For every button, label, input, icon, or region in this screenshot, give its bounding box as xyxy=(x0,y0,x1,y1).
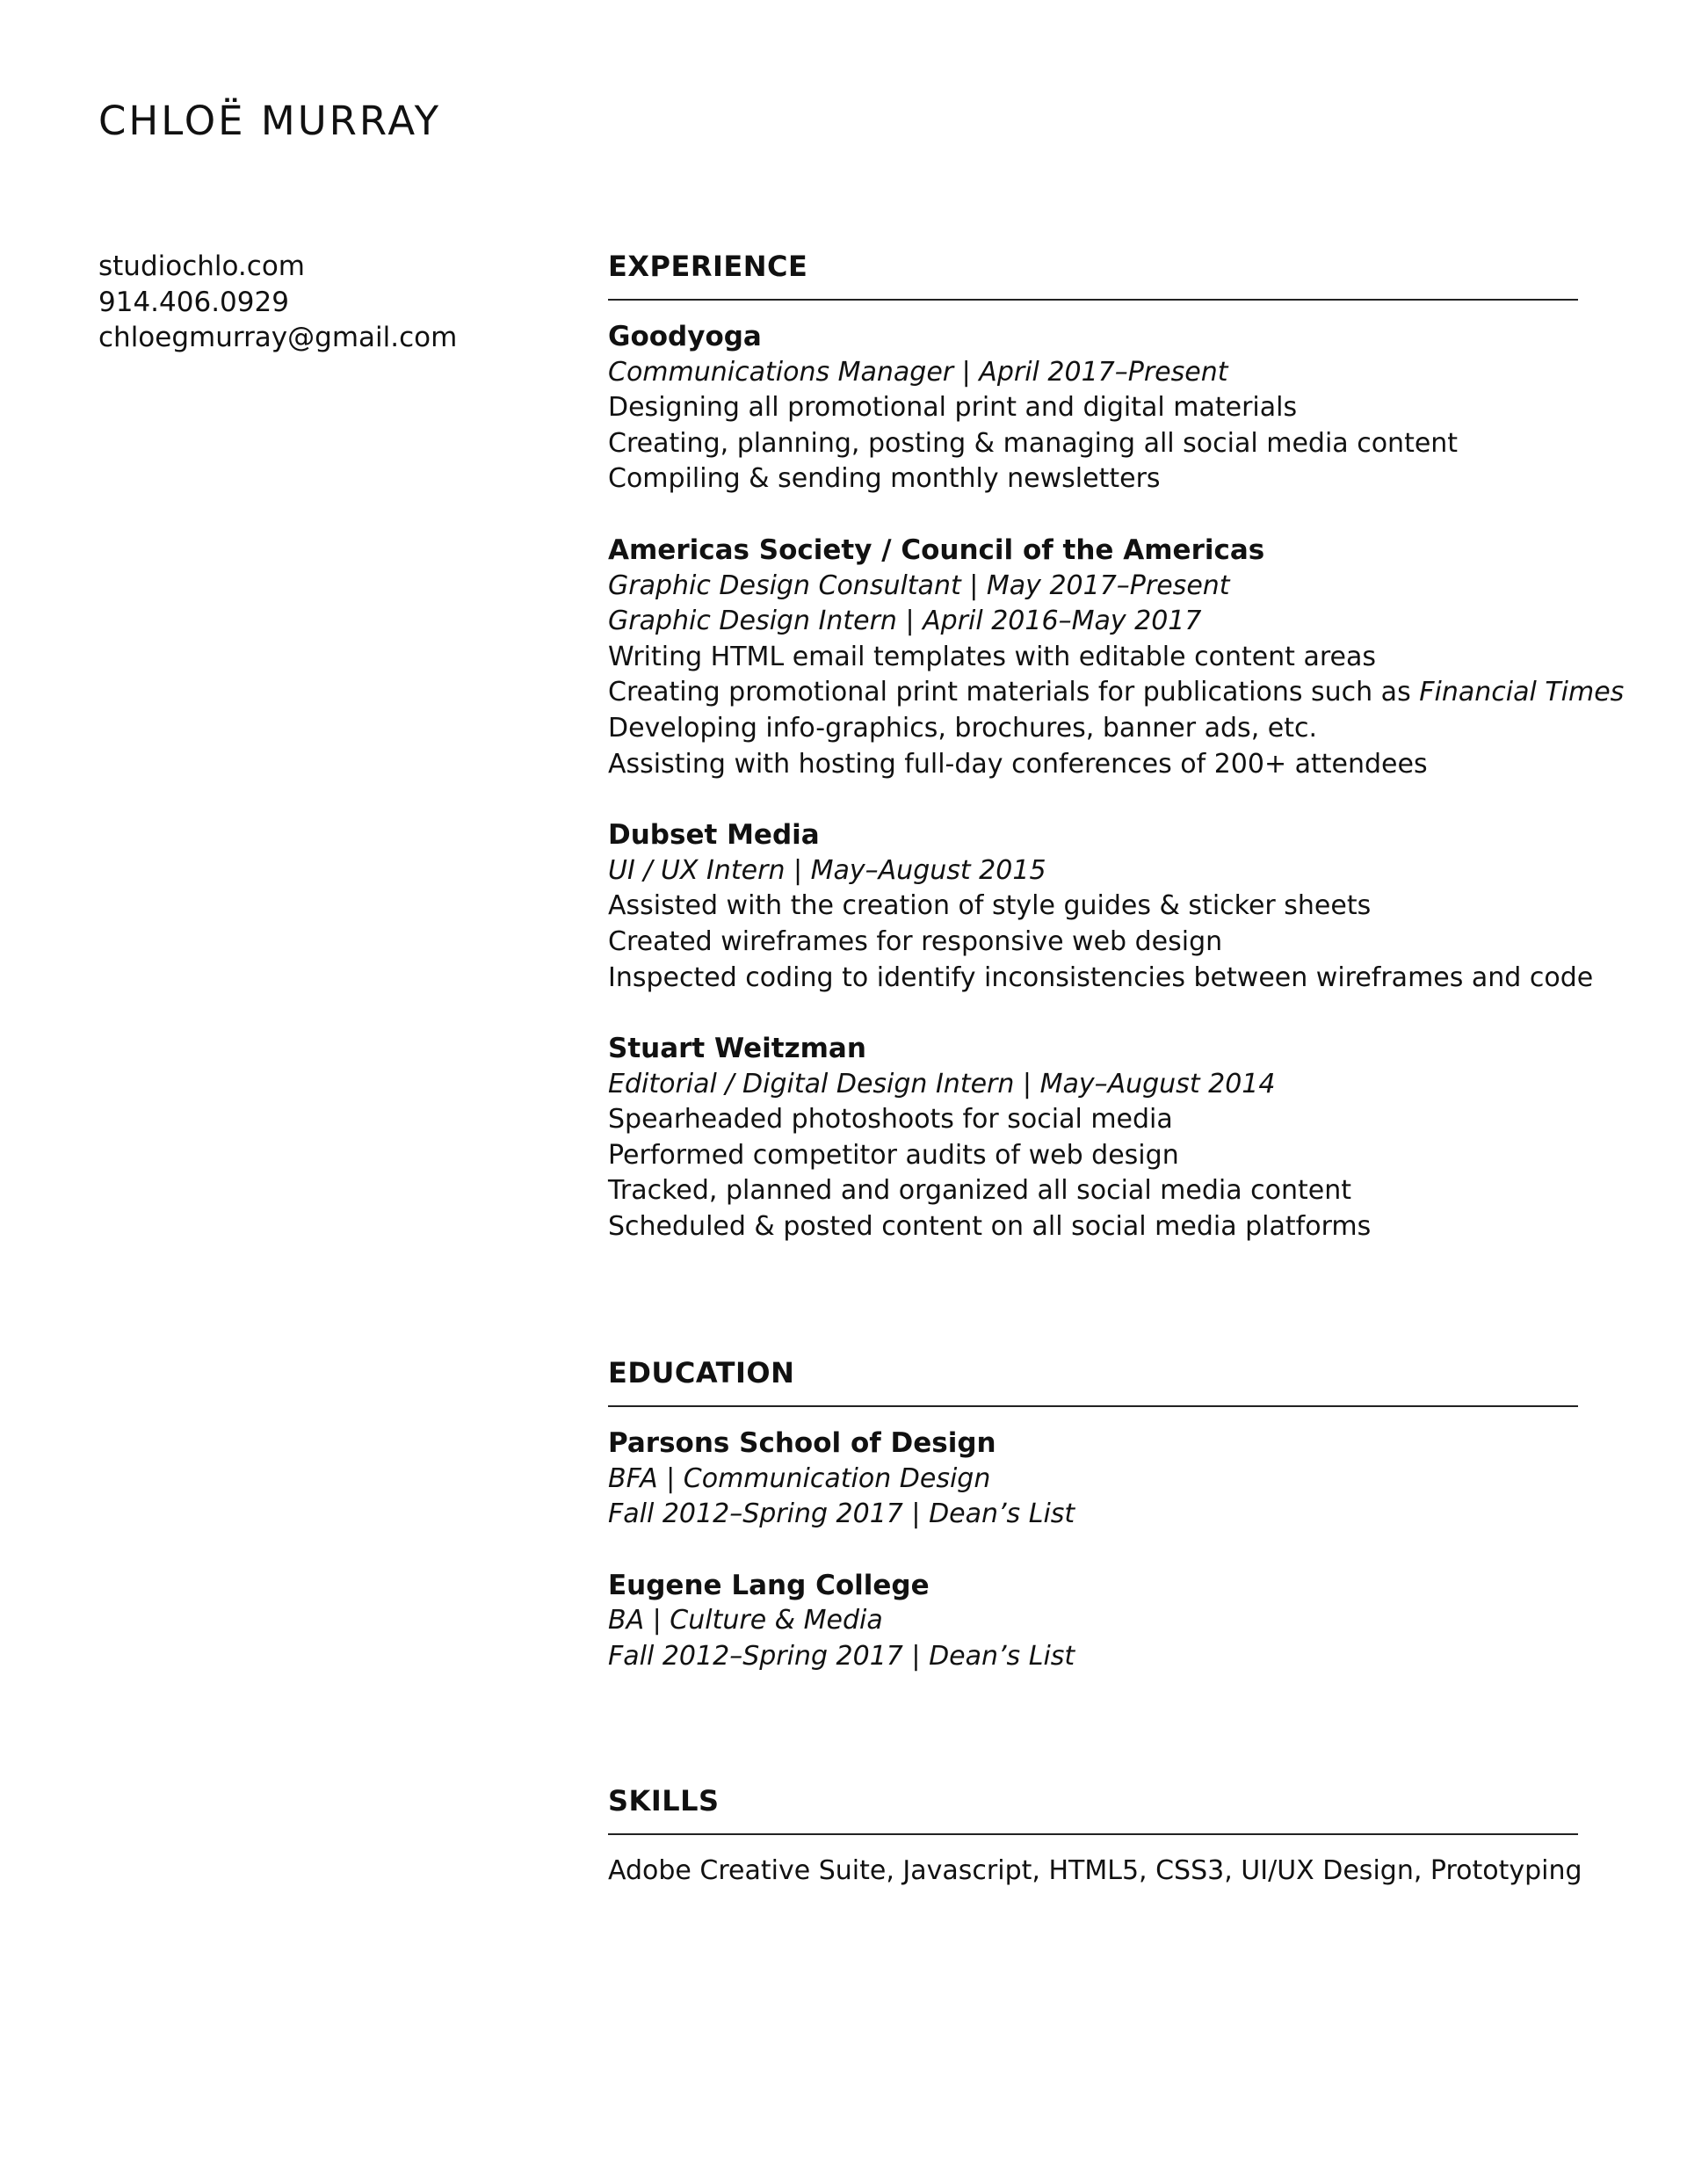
entry-dates: Fall 2012–Spring 2017 | Dean’s List xyxy=(608,1640,1075,1672)
resume-name: CHLOË MURRAY xyxy=(98,98,442,144)
entry-item: Inspected coding to identify inconsistencies between wireframes and code xyxy=(608,961,1594,993)
contact-phone: 914.406.0929 xyxy=(98,286,289,318)
contact-email: chloegmurray@gmail.com xyxy=(98,322,458,354)
entry-item: Assisted with the creation of style guides & sticker sheets xyxy=(608,890,1372,922)
entry-item: Performed competitor audits of web design xyxy=(608,1139,1179,1171)
entry-dates: Fall 2012–Spring 2017 | Dean’s List xyxy=(608,1498,1075,1530)
entry-role: Graphic Design Intern | April 2016–May 2017 xyxy=(608,606,1202,637)
section-heading-education: EDUCATION xyxy=(608,1355,1578,1407)
entry-item: Writing HTML email templates with editable content areas xyxy=(608,641,1377,672)
contact-website: studiochlo.com xyxy=(98,250,305,282)
experience-entry-stuart-weitzman xyxy=(608,1031,1578,1245)
entry-role: UI / UX Intern | May–August 2015 xyxy=(608,854,1046,886)
education-entry-eugene-lang xyxy=(608,1568,1578,1675)
experience-entry-goodyoga xyxy=(608,319,1578,497)
entry-degree: BFA | Communication Design xyxy=(608,1462,991,1494)
entry-item: Creating, planning, posting & managing all social media content xyxy=(608,427,1459,459)
entry-item: Assisting with hosting full-day conferences of 200+ attendees xyxy=(608,748,1428,780)
entry-item: Scheduled & posted content on all social media platforms xyxy=(608,1211,1372,1243)
entry-item: Spearheaded photoshoots for social media xyxy=(608,1104,1173,1136)
experience-entry-americas-society xyxy=(608,533,1625,782)
entry-role: Graphic Design Consultant | May 2017–Present xyxy=(608,570,1230,601)
contact-info xyxy=(98,249,457,356)
entry-degree: BA | Culture & Media xyxy=(608,1605,883,1636)
entry-item-text: Creating promotional print materials for publications such as xyxy=(608,677,1420,708)
skills-section xyxy=(608,1783,1582,1890)
entry-item: Created wireframes for responsive web design xyxy=(608,925,1223,957)
entry-item: Developing info-graphics, brochures, banner ads, etc. xyxy=(608,712,1318,744)
entry-role: Editorial / Digital Design Intern | May–August 2014 xyxy=(608,1068,1276,1099)
experience-entry-dubset-media xyxy=(608,817,1594,996)
entry-organization: Americas Society / Council of the Americas xyxy=(608,533,1265,566)
entry-school: Parsons School of Design xyxy=(608,1427,996,1459)
section-heading-experience: EXPERIENCE xyxy=(608,249,1578,301)
section-heading-skills: SKILLS xyxy=(608,1783,1578,1835)
entry-role: Communications Manager | April 2017–Present xyxy=(608,356,1228,388)
entry-item-with-publication xyxy=(608,675,1625,711)
entry-organization: Stuart Weitzman xyxy=(608,1033,866,1065)
entry-item: Compiling & sending monthly newsletters xyxy=(608,463,1161,495)
entry-item: Designing all promotional print and digital materials xyxy=(608,392,1298,424)
entry-item: Tracked, planned and organized all social media content xyxy=(608,1175,1352,1207)
entry-school: Eugene Lang College xyxy=(608,1569,930,1601)
education-entry-parsons xyxy=(608,1426,1578,1533)
entry-organization: Goodyoga xyxy=(608,321,762,352)
entry-organization: Dubset Media xyxy=(608,819,820,852)
education-section xyxy=(608,1355,1578,1710)
experience-section xyxy=(608,249,1625,1281)
skills-list: Adobe Creative Suite, Javascript, HTML5, CSS3, UI/UX Design, Prototyping xyxy=(608,1855,1582,1886)
publication-name: Financial Times xyxy=(1419,677,1625,708)
